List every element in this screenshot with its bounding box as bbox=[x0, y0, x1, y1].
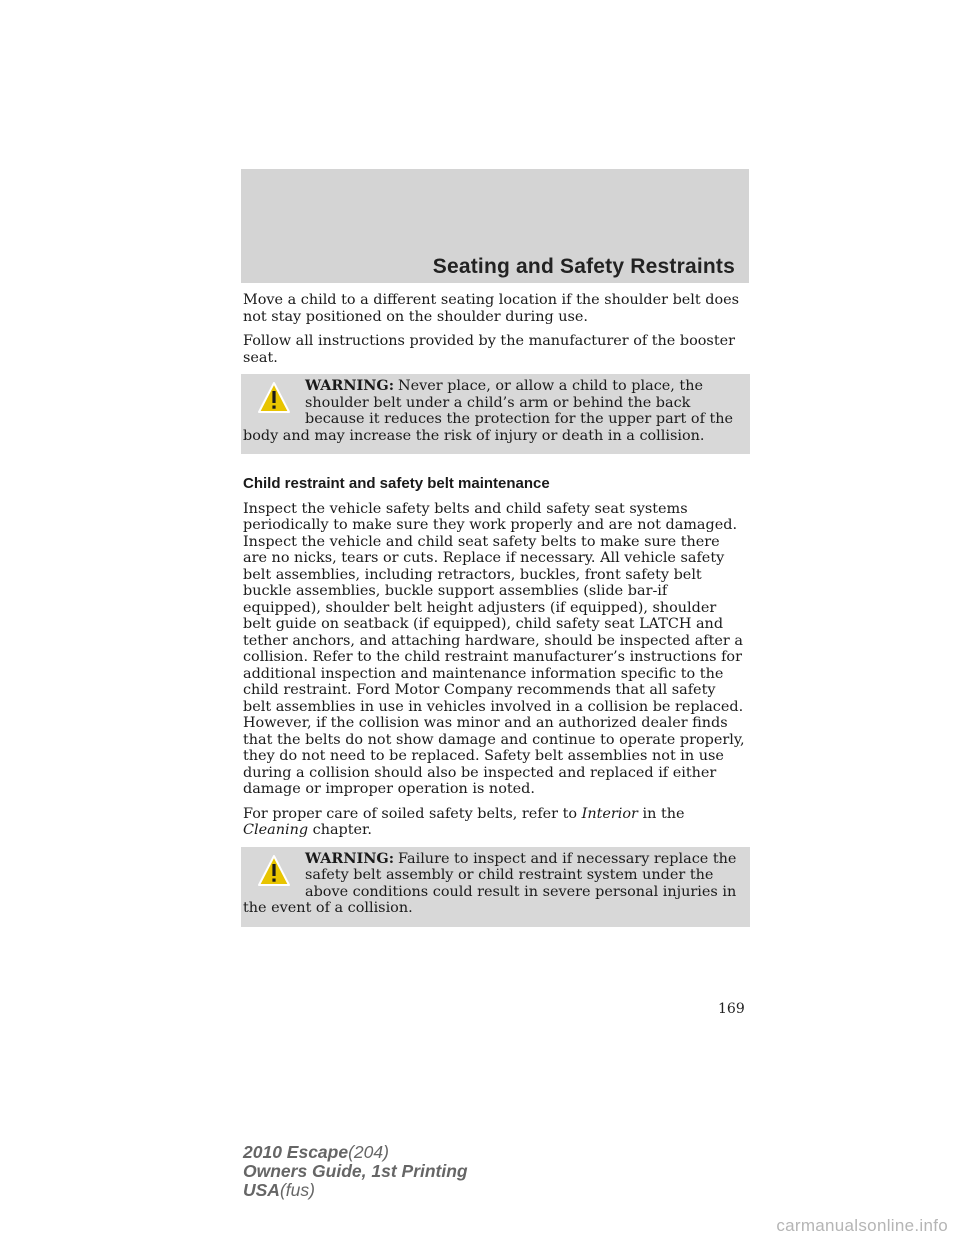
paragraph: Move a child to a different seating location if the shoulder belt does not stay positioned on the shoulder during use. bbox=[243, 292, 740, 325]
cross-reference: Interior bbox=[581, 805, 638, 822]
text-run: in the bbox=[637, 805, 685, 822]
paragraph bbox=[243, 806, 748, 839]
chapter-header bbox=[241, 169, 749, 283]
paragraph: Follow all instructions provided by the manufacturer of the booster seat. bbox=[243, 333, 736, 366]
warning-text: Never place, or allow a child to place, the shoulder belt under a child’s arm or behind the back because it reduces the protection for the upper part of the body and may increase the risk of injury or death in a collision. bbox=[243, 378, 734, 444]
warning-box bbox=[241, 374, 750, 454]
warning-label: WARNING: bbox=[305, 377, 395, 394]
footer-model: 2010 Escape bbox=[243, 1142, 349, 1162]
document-footer bbox=[243, 1143, 468, 1200]
footer-market: USA bbox=[243, 1180, 280, 1200]
watermark-text[interactable]: carmanualsonline.info bbox=[776, 1216, 948, 1235]
warning-triangle-icon bbox=[257, 854, 291, 888]
warning-text: Failure to inspect and if necessary replace the safety belt assembly or child restraint system under the above conditions could result in severe personal injuries in the event of a collision. bbox=[243, 850, 737, 916]
text-run: For proper care of soiled safety belts, refer to bbox=[243, 805, 582, 822]
watermark-link[interactable] bbox=[776, 1216, 948, 1236]
footer-edition: Owners Guide, 1st Printing bbox=[243, 1161, 468, 1181]
warning-box bbox=[241, 847, 750, 927]
footer-model-code: (204) bbox=[348, 1142, 389, 1162]
section-heading: Child restraint and safety belt maintenance bbox=[243, 475, 550, 492]
paragraph: Inspect the vehicle safety belts and child safety seat systems periodically to make sure they work properly and are not damaged. Inspect the vehicle and child seat safety belts to make sure there are no nicks, tears or cuts. Replace if necessary. All vehicle safety belt assemblies, including retractors, buckles, front safety belt buckle assemblies, buckle support assemblies (slide bar-if equipped), shoulder belt height adjusters (if equipped), shoulder belt guide on seatback (if equipped), child safety seat LATCH and tether anchors, and attaching hardware, should be inspected after a collision. Refer to the child restraint manufacturer’s instructions for additional inspection and maintenance information specific to the child restraint. Ford Motor Company recommends that all safety belt assemblies in use in vehicles involved in a collision be replaced. However, if the collision was minor and an authorized dealer finds that the belts do not show damage and continue to operate properly, they do not need to be replaced. Safety belt assemblies not in use during a collision should also be inspected and replaced if either damage or improper operation is noted. bbox=[243, 500, 745, 797]
warning-label: WARNING: bbox=[305, 849, 395, 867]
chapter-title: Seating and Safety Restraints bbox=[432, 255, 735, 278]
page-content bbox=[243, 292, 748, 927]
warning-triangle-icon bbox=[257, 381, 291, 415]
text-run: chapter. bbox=[308, 822, 372, 838]
footer-market-code: (fus) bbox=[279, 1180, 315, 1200]
page-number: 169 bbox=[718, 1001, 745, 1017]
cross-reference: Cleaning bbox=[243, 822, 309, 838]
